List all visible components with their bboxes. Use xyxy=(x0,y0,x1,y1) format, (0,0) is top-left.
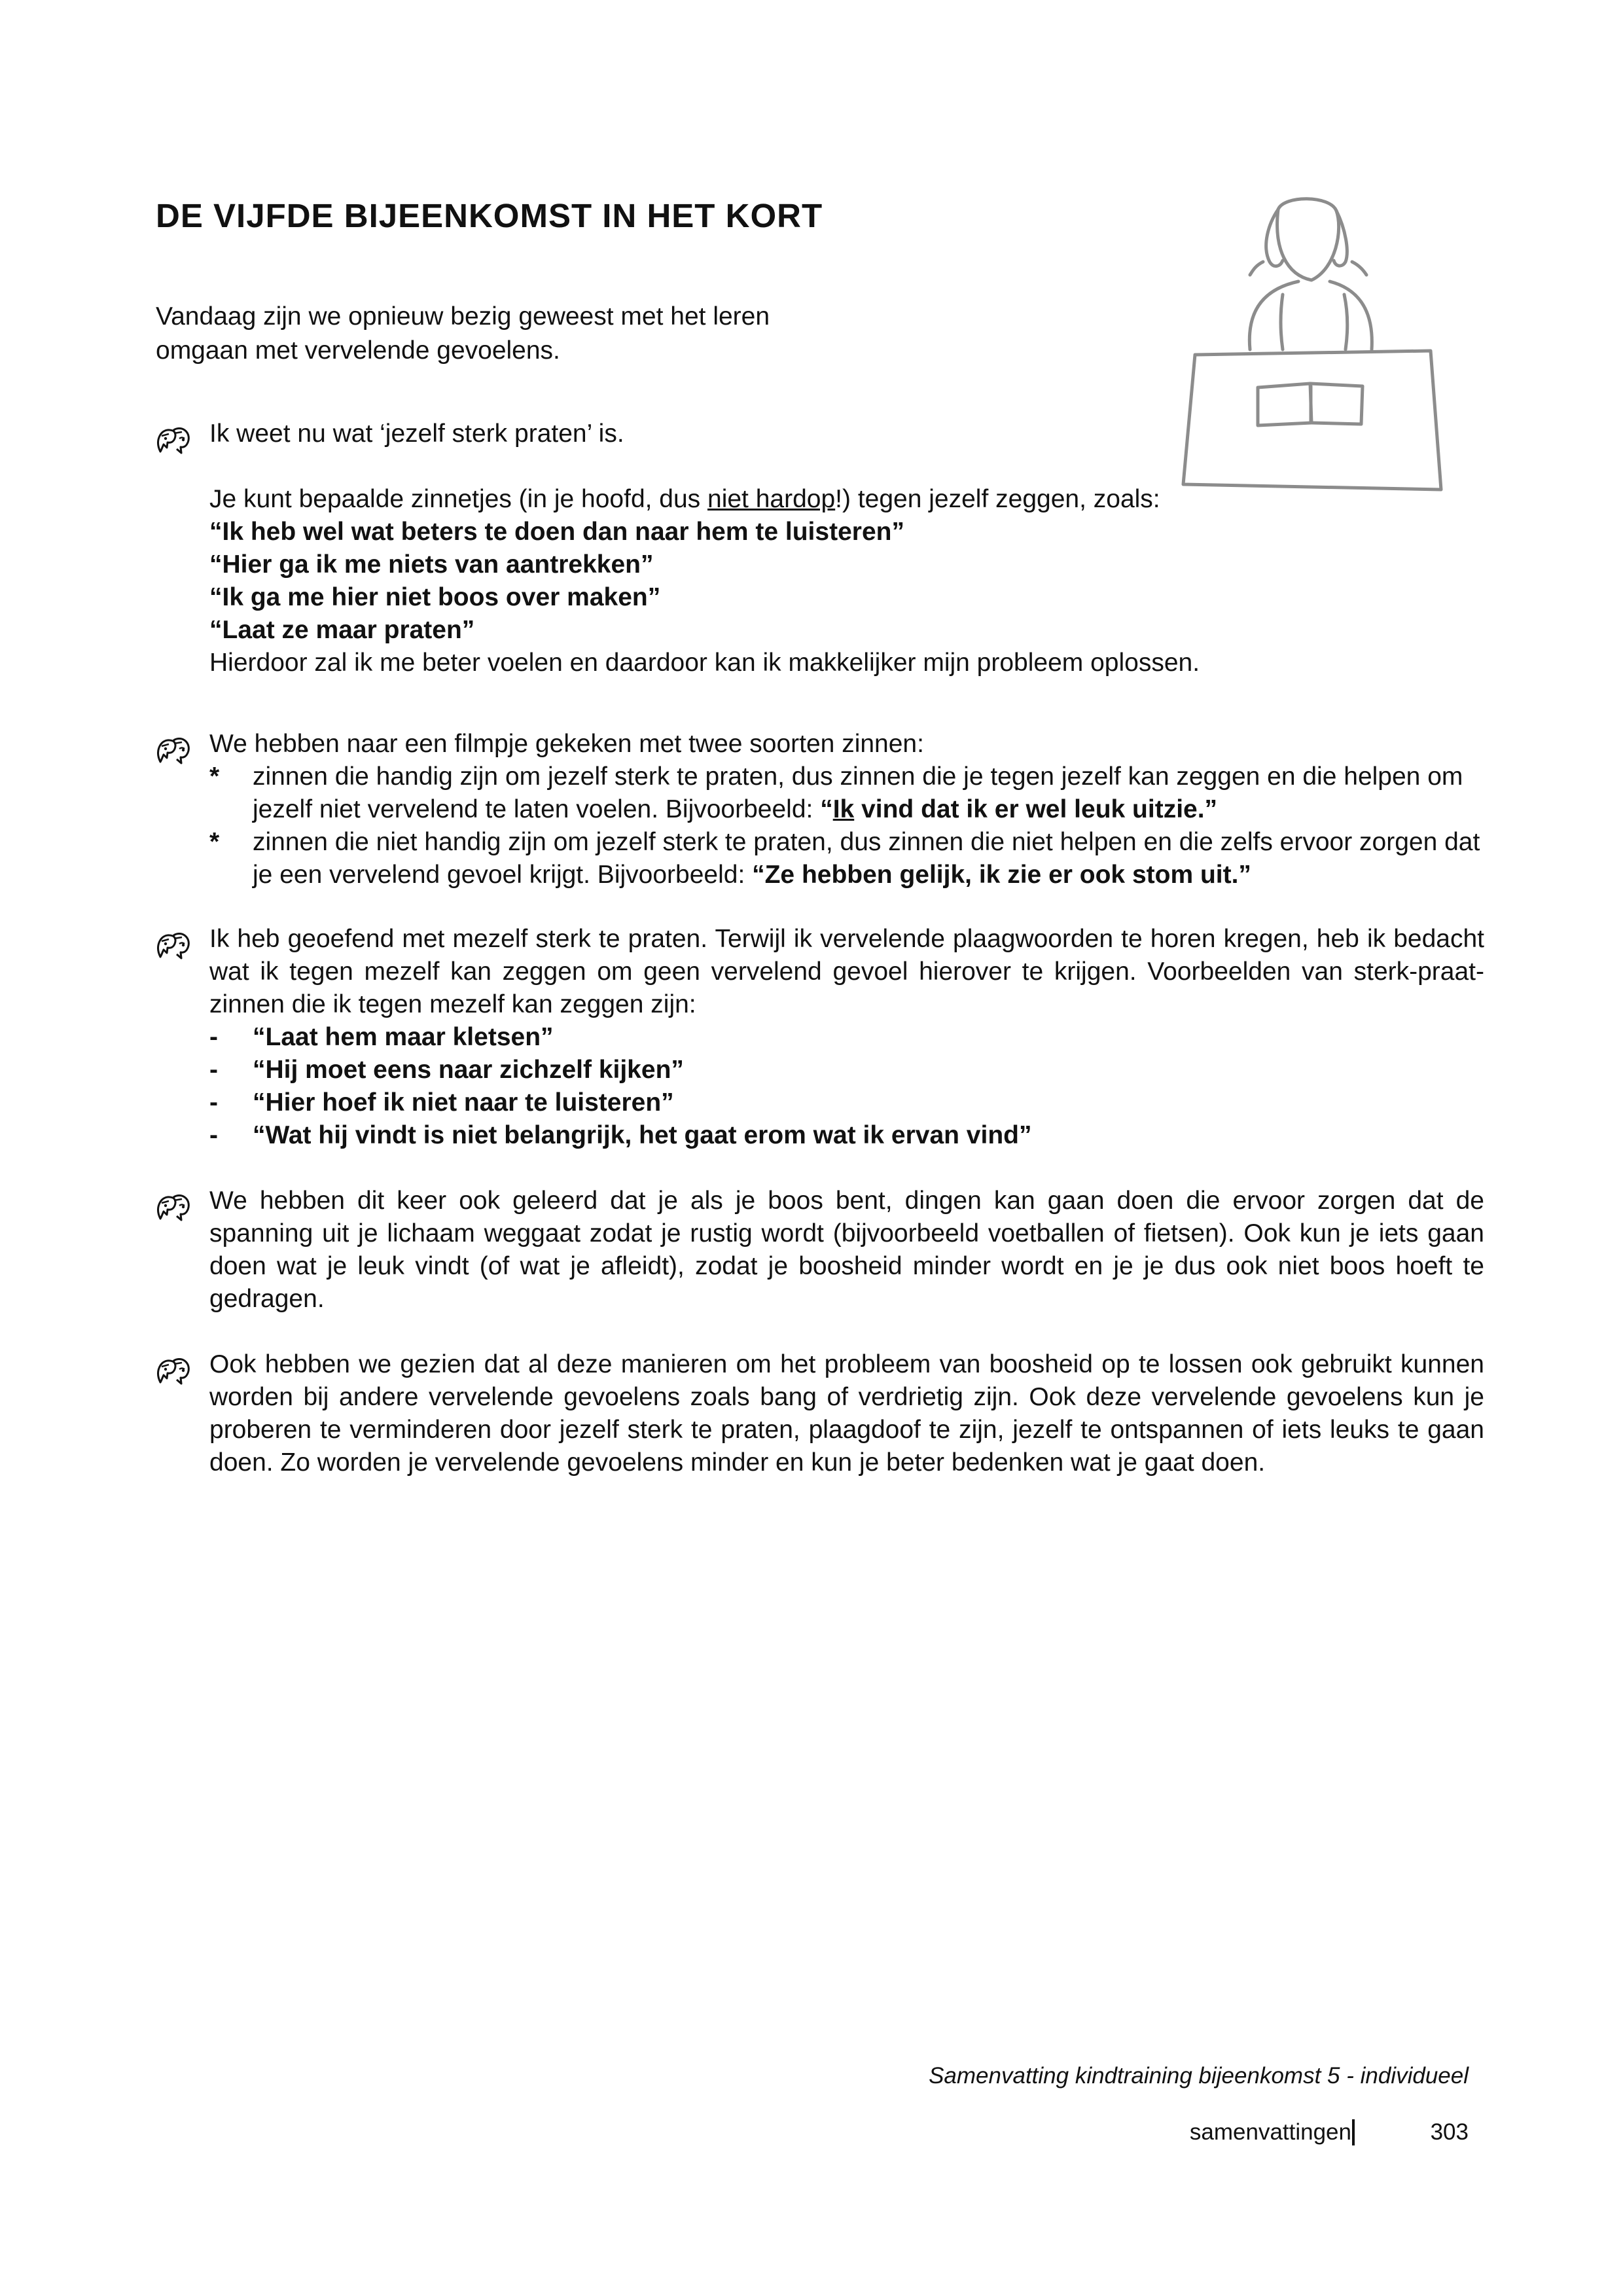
thinking-faces-icon xyxy=(156,1193,195,1223)
list-item xyxy=(209,1086,1484,1119)
example-quote: “Ik ga me hier niet boos over maken” xyxy=(209,583,661,611)
example-quote-part: “ xyxy=(820,795,833,823)
section-text: Ook hebben we gezien dat al deze manieren om het probleem van boosheid op te lossen ook gebruikt kunnen worden bij andere vervelende gevoelens zoals bang of verdrietig zijn. Ook deze vervelende gevoelens kun je proberen te verminderen door jezelf sterk te praten, plaagdoof te zijn, jezelf te ontspannen of iets leuks te gaan doen. Zo worden je vervelende gevoelens minder en kun je beter bedenken wat je gaat doen. xyxy=(209,1350,1484,1477)
section-geoefend xyxy=(156,923,1484,1152)
underlined-text: niet hardop xyxy=(707,485,836,513)
text-part: Je kunt bepaalde zinnetjes (in je hoofd, dus xyxy=(209,485,708,513)
section-lead: Ik weet nu wat ‘jezelf sterk praten’ is. xyxy=(209,420,624,448)
thinking-faces-icon xyxy=(156,931,195,961)
section-closing: Hierdoor zal ik me beter voelen en daardoor kan ik makkelijker mijn probleem oplossen. xyxy=(209,649,1200,677)
example-quote-part: vind dat ik er wel leuk uitzie.” xyxy=(854,795,1218,823)
dash-marker: - xyxy=(209,1121,218,1149)
intro-text: Vandaag zijn we opnieuw bezig geweest met het leren omgaan met vervelende gevoelens. xyxy=(156,302,770,365)
text-part: !) tegen jezelf zeggen, zoals: xyxy=(835,485,1160,513)
section-text: We hebben dit keer ook geleerd dat je als je boos bent, dingen kan gaan doen die ervoor zorgen dat de spanning uit je lichaam weggaat zodat je rustig wordt (bijvoorbeeld voetballen of fietsen). Ook kun je iets gaan doen wat je leuk vindt (of wat je afleidt), zodat je boosheid minder wordt en je je dus ook niet boos hoeft te gedragen. xyxy=(209,1187,1484,1313)
dash-marker: - xyxy=(209,1088,218,1117)
thinking-faces-icon xyxy=(156,1356,195,1386)
list-item xyxy=(209,826,1484,891)
section-text: Ik heb geoefend met mezelf sterk te praten. Terwijl ik vervelende plaagwoorden te horen kregen, heb ik bedacht wat ik tegen mezelf kan zeggen om geen vervelend gevoel hierover te krijgen. Voorbeelden van sterk-praat-zinnen die ik tegen mezelf kan zeggen zijn: xyxy=(209,925,1484,1018)
section-lead: We hebben naar een filmpje gekeken met twee soorten zinnen: xyxy=(209,730,924,758)
list-item xyxy=(209,1119,1484,1152)
underlined-bold-text: Ik xyxy=(832,795,855,823)
page-title: DE VIJFDE BIJEENKOMST IN HET KORT xyxy=(156,197,823,234)
example-quote: “Ze hebben gelijk, ik zie er ook stom uit.” xyxy=(752,861,1251,889)
footer-caption: Samenvatting kindtraining bijeenkomst 5 - individueel xyxy=(929,2063,1469,2089)
section-andere-gevoelens xyxy=(156,1348,1484,1479)
example-quote: “Wat hij vindt is niet belangrijk, het gaat erom wat ik ervan vind” xyxy=(253,1121,1032,1149)
dash-marker: - xyxy=(209,1056,218,1084)
asterisk-marker: * xyxy=(209,828,220,856)
page-number: 303 xyxy=(1430,2119,1469,2145)
dash-marker: - xyxy=(209,1023,218,1051)
list-item-text: zinnen die niet handig zijn om jezelf sterk te praten, dus zinnen die niet helpen en die zelfs ervoor zorgen dat je een vervelend gevoel krijgt. Bijvoorbeeld: xyxy=(253,828,1480,889)
example-quote: “Hier ga ik me niets van aantrekken” xyxy=(209,550,654,579)
footer-section-label: samenvattingen xyxy=(1189,2119,1351,2145)
example-quote: “Hij moet eens naar zichzelf kijken” xyxy=(253,1056,684,1084)
example-quote: “Laat ze maar praten” xyxy=(209,616,475,644)
section-text xyxy=(209,483,1484,516)
list-item xyxy=(209,1054,1484,1086)
thinking-faces-icon xyxy=(156,736,195,766)
list-item xyxy=(209,1021,1484,1054)
thinking-faces-icon xyxy=(156,425,195,456)
asterisk-marker: * xyxy=(209,762,220,791)
example-quote: “Laat hem maar kletsen” xyxy=(253,1023,554,1051)
section-jezelf-sterk-praten xyxy=(156,418,1484,679)
example-quote: “Hier hoef ik niet naar te luisteren” xyxy=(253,1088,674,1117)
list-item xyxy=(209,761,1484,826)
section-boos xyxy=(156,1185,1484,1316)
example-quote: “Ik heb wel wat beters te doen dan naar hem te luisteren” xyxy=(209,518,904,546)
footer-divider xyxy=(1352,2119,1355,2145)
section-filmpje xyxy=(156,728,1484,891)
list-item-text: zinnen die handig zijn om jezelf sterk te praten, dus zinnen die je tegen jezelf kan zeggen en die helpen om jezelf niet vervelend te laten voelen. Bijvoorbeeld: xyxy=(253,762,1463,823)
